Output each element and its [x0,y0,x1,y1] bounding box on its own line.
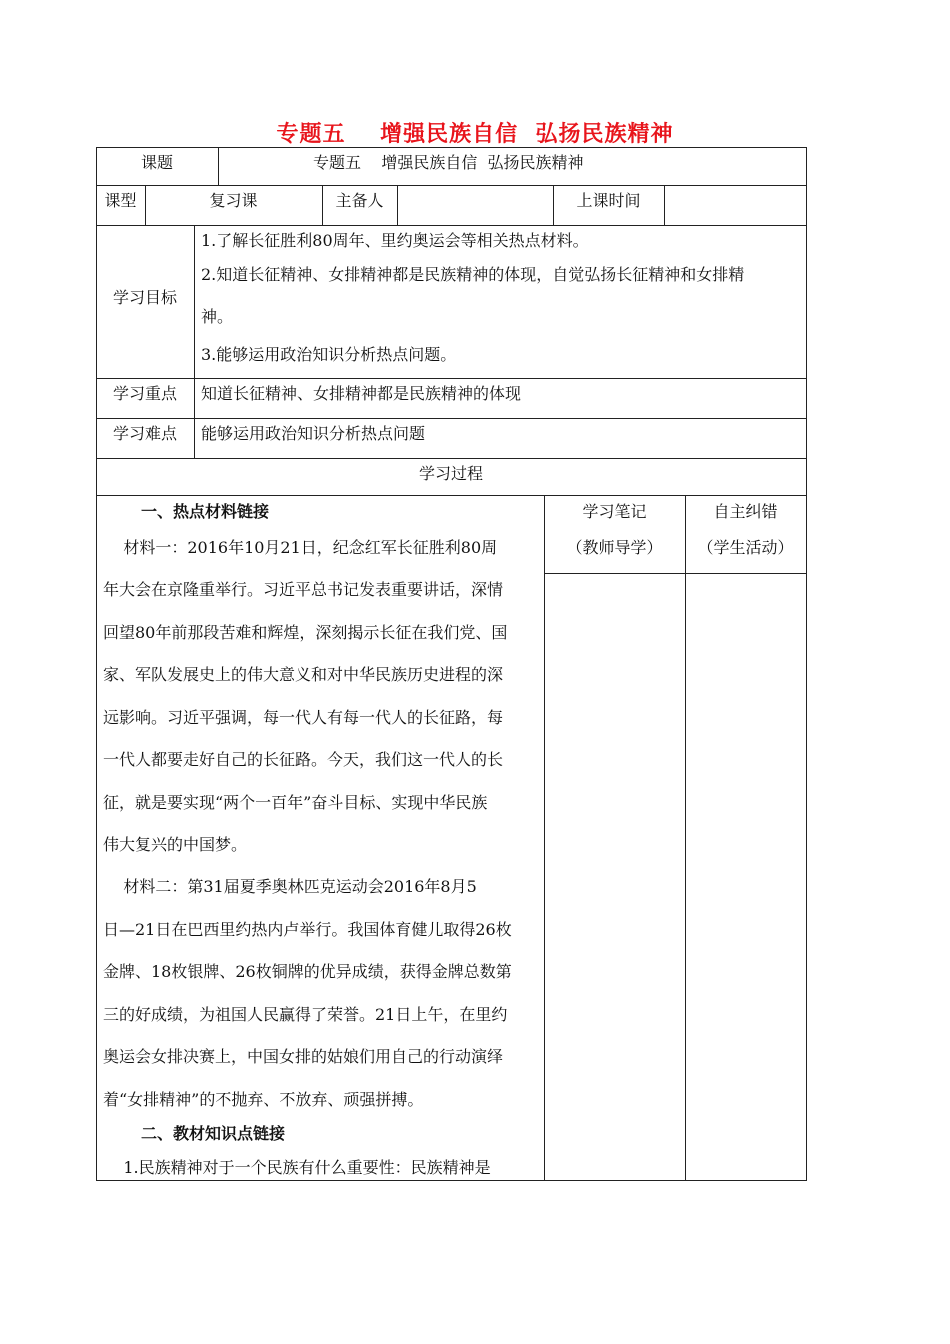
material1-line: 年大会在京隆重举行。习近平总书记发表重要讲话，深情 [103,580,504,599]
material1-line: 家、军队发展史上的伟大意义和对中华民族历史进程的深 [103,665,504,684]
notes-sub: （教师导学） [566,538,663,557]
section2-title: 二、教材知识点链接 [141,1124,286,1143]
key-points-value: 知道长征精神、女排精神都是民族精神的体现 [201,384,522,403]
material2-line: 日—21日在巴西里约热内卢举行。我国体育健儿取得26枚 [103,920,512,939]
preparer-label: 主备人 [335,191,384,210]
goal-item: 神。 [201,307,234,326]
difficulties-label: 学习难点 [112,424,177,443]
material2-line: 奥运会女排决赛上，中国女排的姑娘们用自己的行动演绎 [103,1047,504,1066]
goals-label: 学习目标 [112,288,177,307]
topic-value: 专题五 增强民族自信 弘扬民族精神 [313,153,584,172]
section1-title: 一、热点材料链接 [141,502,270,521]
notes-label: 学习笔记 [582,502,647,521]
point1-line: 1.民族精神对于一个民族有什么重要性：民族精神是 [103,1158,491,1177]
difficulties-value: 能够运用政治知识分析热点问题 [201,424,426,443]
material2-line: 三的好成绩，为祖国人民赢得了荣誉。21日上午，在里约 [103,1005,508,1024]
type-value: 复习课 [209,191,258,210]
material1-line: 伟大复兴的中国梦。 [103,835,248,854]
material2-line: 材料二：第31届夏季奥林匹克运动会2016年8月5 [103,877,477,896]
material1-line: 回望80年前那段苦难和辉煌，深刻揭示长征在我们党、国 [103,623,508,642]
material1-line: 远影响。习近平强调，每一代人有每一代人的长征路，每 [103,708,504,727]
correct-sub: （学生活动） [697,538,794,557]
material1-line: 征，就是要实现“两个一百年”奋斗目标、实现中华民族 [103,793,488,812]
page-title: 专题五 增强民族自信 弘扬民族精神 [276,122,674,147]
topic-label: 课题 [140,153,173,172]
process-label: 学习过程 [418,464,483,483]
goal-item: 3.能够运用政治知识分析热点问题。 [201,345,457,364]
material1-line: 一代人都要走好自己的长征路。今天，我们这一代人的长 [103,750,504,769]
key-points-label: 学习重点 [112,384,177,403]
goal-item: 2.知道长征精神、女排精神都是民族精神的体现，自觉弘扬长征精神和女排精 [201,265,745,284]
correct-label: 自主纠错 [713,502,778,521]
material1-line: 材料一：2016年10月21日，纪念红军长征胜利80周 [103,538,498,557]
type-label: 课型 [104,191,137,210]
time-label: 上课时间 [576,191,641,210]
goal-item: 1.了解长征胜利80周年、里约奥运会等相关热点材料。 [201,231,589,250]
material2-line: 着“女排精神”的不抛弃、不放弃、顽强拼搏。 [103,1090,424,1109]
material2-line: 金牌、18枚银牌、26枚铜牌的优异成绩，获得金牌总数第 [103,962,512,981]
